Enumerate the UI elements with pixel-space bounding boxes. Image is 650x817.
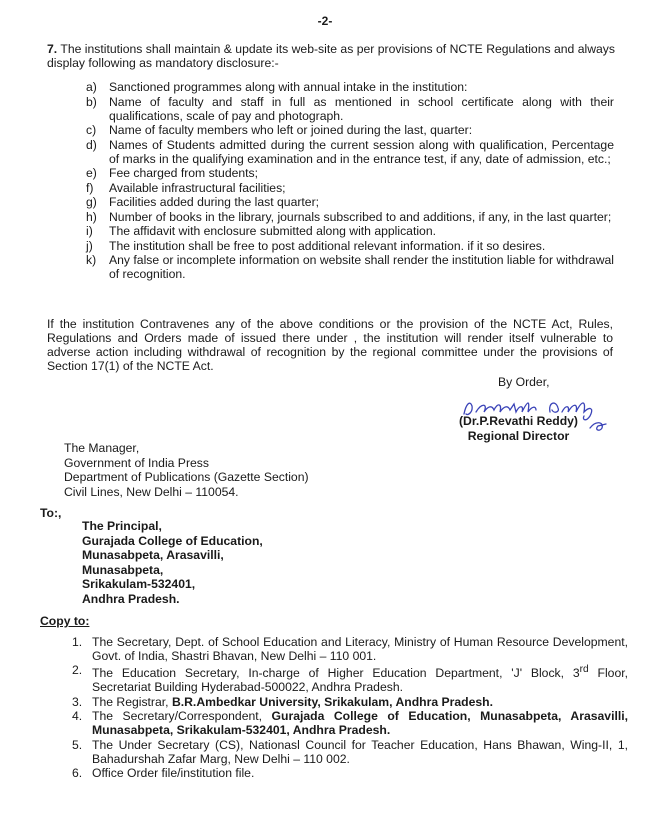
address-line: Srikakulam-532401, (82, 577, 196, 592)
copy-text-bold: B.R.Ambedkar University, Srikakulam, Andhra Pradesh. (171, 694, 493, 709)
disclosure-letter: c) (86, 123, 97, 137)
recipient-address (82, 519, 263, 607)
manager-address (64, 441, 309, 499)
copy-text: The Under Secretary (CS), Nationasl Council for Teacher Education, Hans Bhawan, Wing-II, 1, Bahadurshah Zafar Marg, New Delhi – 110 002. (92, 737, 628, 766)
disclosure-letter: d) (86, 137, 97, 152)
to-label: To:, (40, 506, 62, 520)
copy-item (72, 738, 628, 766)
copy-number: 4. (72, 709, 83, 724)
address-line: Department of Publications (Gazette Section) (64, 470, 309, 484)
copy-list (72, 635, 628, 780)
address-line: The Principal, (82, 519, 162, 533)
address-line: Gurajada College of Education, (82, 533, 263, 548)
copy-number: 3. (72, 694, 83, 709)
address-line: The Manager, (64, 441, 140, 455)
clause-7-number: 7. (47, 42, 58, 56)
copy-number: 1. (72, 635, 83, 649)
disclosure-item (86, 181, 614, 195)
copy-text-bold: Gurajada College of Education, Munasabpeta, Arasavilli, Munasabpeta, Srikakulam-532401, Andhra Pradesh. (92, 709, 629, 738)
disclosure-item (86, 166, 614, 180)
copy-item (72, 709, 628, 737)
page-number: -2- (317, 14, 333, 28)
copy-text: The Secretary, Dept. of School Education and Literacy, Ministry of Human Resource Development, Govt. of India, Shastri Bhavan, New Delhi – 110 001. (92, 635, 628, 663)
copy-text: The Education Secretary, In-charge of Higher Education Department, 'J' Block, 3 (92, 666, 580, 681)
disclosure-item (86, 80, 614, 94)
copy-text: The Secretary/Correspondent, (92, 709, 272, 724)
disclosure-text: Available infrastructural facilities; (109, 180, 286, 195)
address-line: Munasabpeta, Arasavilli, (82, 548, 224, 563)
copy-item (72, 766, 628, 780)
disclosure-text: Name of faculty members who left or joined during the last, quarter: (109, 123, 473, 137)
disclosure-letter: h) (86, 209, 97, 224)
disclosure-text: Name of faculty and staff in full as mentioned in school certificate along with their qualifications, scale of pay and photograph. (109, 94, 614, 123)
copy-text: Floor, Secretariat Building Hyderabad-500022, Andhra Pradesh. (92, 666, 628, 695)
disclosure-letter: k) (86, 253, 97, 267)
signatory-name: (Dr.P.Revathi Reddy) (459, 414, 578, 428)
clause-7-text: The institutions shall maintain & update its web-site as per provisions of NCTE Regulations and always display following as mandatory disclosure:- (47, 42, 615, 70)
copy-number: 2. (72, 663, 83, 678)
disclosure-letter: e) (86, 166, 97, 180)
copy-to-label: Copy to: (40, 614, 90, 628)
signatory-designation: Regional Director (467, 429, 570, 443)
copy-text: Office Order file/institution file. (92, 766, 255, 781)
by-order: By Order, (498, 375, 550, 389)
disclosure-item (86, 195, 614, 209)
address-line: Munasabpeta, (82, 562, 164, 577)
disclosure-list (86, 80, 614, 282)
disclosure-text: The affidavit with enclosure submitted along with application. (109, 224, 436, 238)
copy-item (72, 635, 628, 663)
disclosure-text: Facilities added during the last quarter; (109, 195, 320, 209)
disclosure-text: Sanctioned programmes along with annual intake in the institution: (109, 80, 468, 94)
signatory-block (459, 414, 578, 444)
disclosure-letter: f) (86, 180, 94, 195)
disclosure-item (86, 253, 614, 281)
address-line: Civil Lines, New Delhi – 110054. (64, 484, 239, 499)
disclosure-item (86, 239, 614, 253)
disclosure-item (86, 123, 614, 137)
copy-number: 6. (72, 766, 83, 781)
disclosure-text: Fee charged from students; (109, 166, 259, 180)
copy-number: 5. (72, 737, 83, 752)
disclosure-text: Names of Students admitted during the current session along with qualification, Percentage of marks in the qualifying examination and in the entrance test, if any, date of admission, etc.; (109, 137, 614, 166)
ordinal-suffix: rd (579, 664, 589, 676)
address-line: Government of India Press (64, 455, 209, 470)
disclosure-letter: g) (86, 195, 97, 209)
disclosure-item (86, 210, 614, 224)
disclosure-letter: i) (86, 224, 93, 238)
copy-item (72, 663, 628, 694)
disclosure-item (86, 138, 614, 166)
disclosure-letter: a) (86, 80, 97, 94)
copy-text: The Registrar, (92, 694, 172, 709)
disclosure-letter: b) (86, 94, 97, 109)
disclosure-text: Number of books in the library, journals subscribed to and additions, if any, in the last quarter; (109, 209, 612, 224)
disclosure-text: The institution shall be free to post additional relevant information. if it so desires. (109, 238, 546, 253)
clause-7 (47, 42, 615, 70)
disclosure-item (86, 224, 614, 238)
disclosure-letter: j) (86, 238, 93, 253)
disclosure-text: Any false or incomplete information on website shall render the institution liable for withdrawal of recognition. (109, 253, 614, 281)
contravene-paragraph: If the institution Contravenes any of the above conditions or the provision of the NCTE Act, Rules, Regulations and Orders made of issued there under , the institution will render itself vulnerable to adverse action including withdrawal of recognition by the regional committee under the provisions of Section 17(1) of the NCTE Act. (47, 317, 613, 373)
address-line: Andhra Pradesh. (82, 591, 180, 606)
disclosure-item (86, 95, 614, 123)
copy-item (72, 695, 628, 709)
